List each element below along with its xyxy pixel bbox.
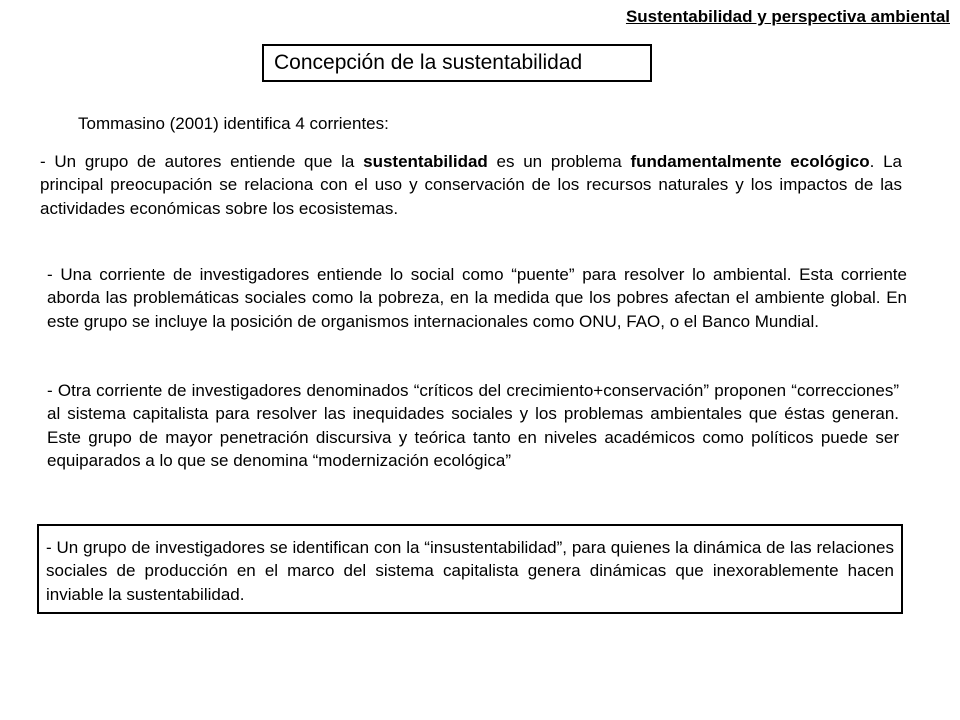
paragraph-text: es un problema	[487, 152, 631, 171]
paragraph-social-bridge: - Una corriente de investigadores entiende lo social como “puente” para resolver lo ambiental. Esta corriente aborda las problemáticas sociales como la pobreza, en la medida que los pobres afectan el ambiente global. En este grupo se incluye la posición de organismos internacionales como ONU, FAO, o el Banco Mundial.	[47, 265, 907, 331]
paragraph-critical-growth: - Otra corriente de investigadores denominados “críticos del crecimiento+conservación” proponen “correcciones” al sistema capitalista para resolver las inequidades sociales y los problemas ambientales que éstas generan. Este grupo de mayor penetración discursiva y teórica tanto en niveles académicos como políticos puede ser equiparados a lo que se denomina “modernización ecológica”	[47, 381, 899, 470]
bold-term-ecologico: fundamentalmente ecológico	[630, 152, 870, 171]
slide-title: Concepción de la sustentabilidad	[262, 44, 652, 82]
paragraph-ecological	[40, 150, 902, 220]
paragraph-text: - Un grupo de autores entiende que la	[40, 152, 364, 171]
section-header: Sustentabilidad y perspectiva ambiental	[625, 7, 950, 26]
bold-term-sustentabilidad: sustentabilidad	[363, 152, 488, 171]
intro-text: Tommasino (2001) identifica 4 corrientes:	[78, 114, 389, 133]
paragraph-unsustainability: - Un grupo de investigadores se identifican con la “insustentabilidad”, para quienes la dinámica de las relaciones sociales de producción en el marco del sistema capitalista genera dinámicas que inexorablemente hacen inviable la sustentabilidad.	[46, 538, 894, 604]
paragraph-text: . La principal preocupación se relaciona con el uso y conservación de los recursos naturales y los impactos de las actividades económicas sobre los ecosistemas.	[40, 152, 903, 218]
